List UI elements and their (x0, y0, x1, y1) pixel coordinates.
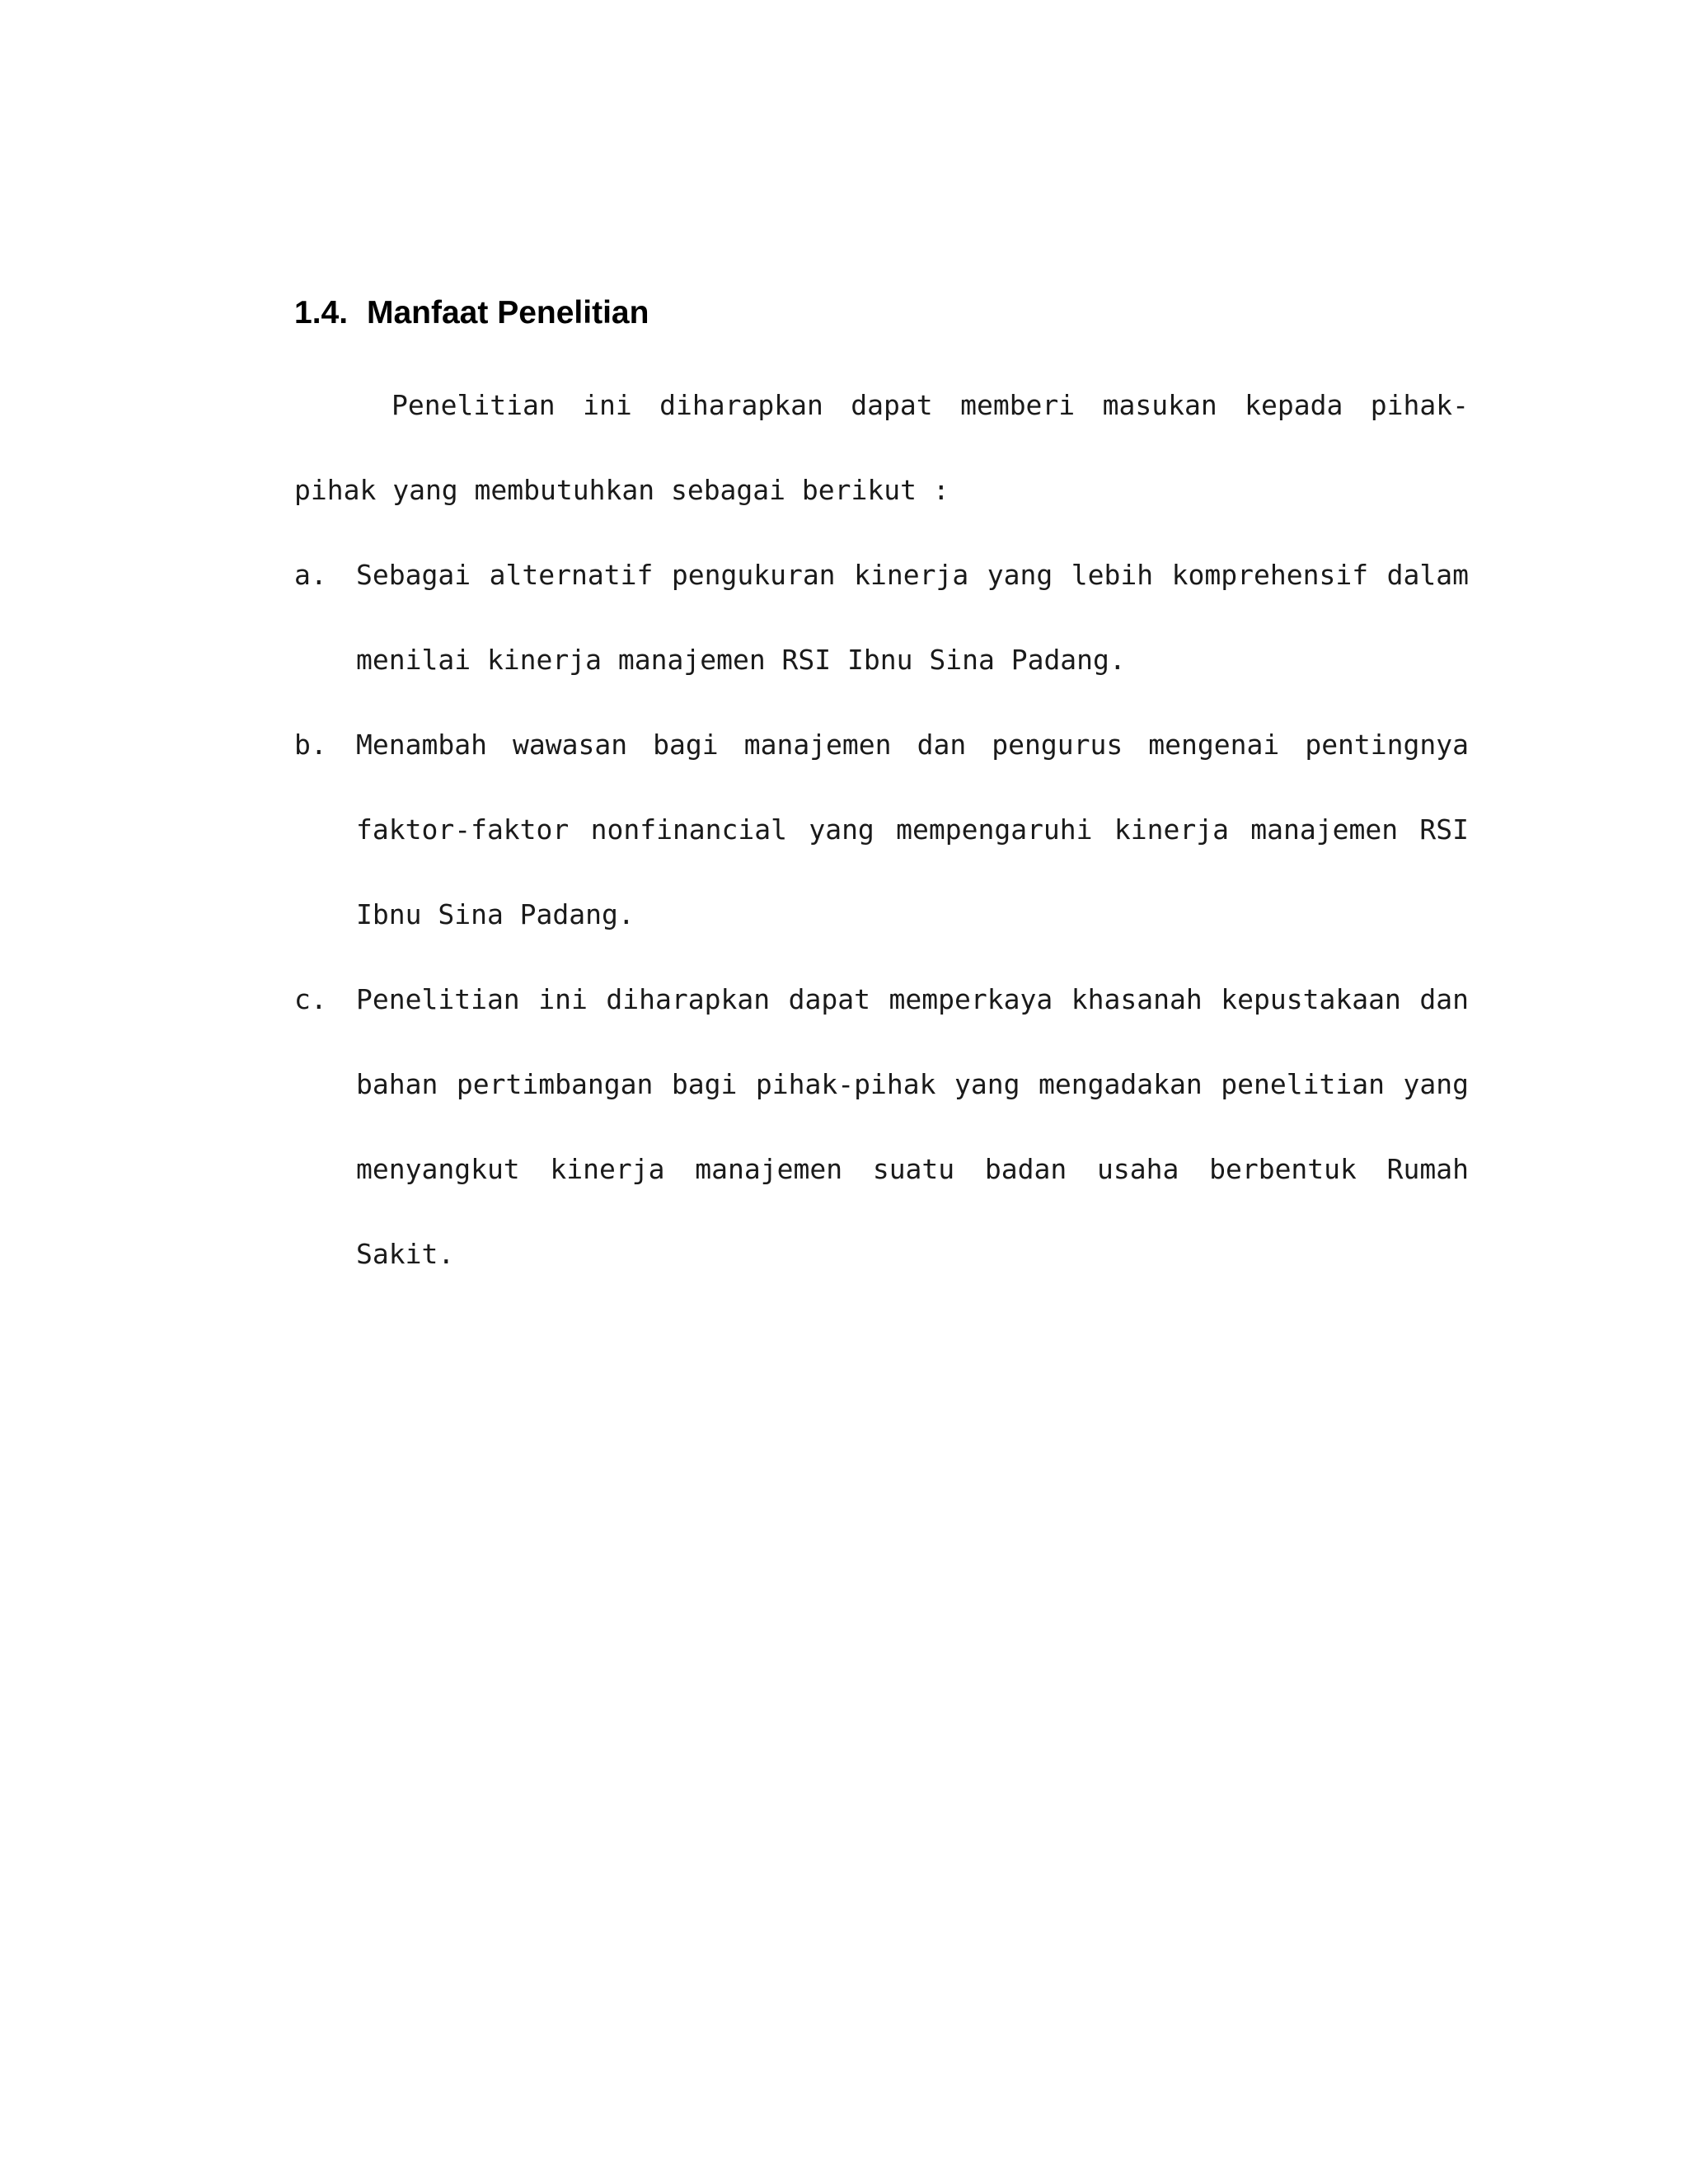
list-marker: a. (294, 559, 327, 591)
benefits-list (294, 532, 1469, 1296)
section-title: Manfaat Penelitian (367, 295, 649, 330)
list-item-text: Penelitian ini diharapkan dapat memperkaya khasanah kepustakaan dan bahan pertimbangan bagi pihak-pihak yang mengadakan penelitian yang menyangkut kinerja manajemen suatu badan usaha berbentuk Rumah Sakit. (356, 983, 1469, 1270)
section-number: 1.4. (294, 295, 349, 330)
list-item-c (294, 957, 1469, 1296)
list-item-a (294, 532, 1469, 702)
section-heading (294, 290, 1366, 336)
list-item-text: Sebagai alternatif pengukuran kinerja yang lebih komprehensif dalam menilai kinerja manajemen RSI Ibnu Sina Padang. (356, 559, 1469, 676)
list-item-text: Menambah wawasan bagi manajemen dan pengurus mengenai pentingnya faktor-faktor nonfinancial yang mempengaruhi kinerja manajemen RSI Ibnu Sina Padang. (356, 729, 1469, 930)
list-marker: b. (294, 729, 327, 761)
intro-paragraph: Penelitian ini diharapkan dapat memberi masukan kepada pihak-pihak yang membutuhkan sebagai berikut : (294, 389, 1469, 506)
list-item-b (294, 702, 1469, 957)
list-marker: c. (294, 983, 327, 1015)
